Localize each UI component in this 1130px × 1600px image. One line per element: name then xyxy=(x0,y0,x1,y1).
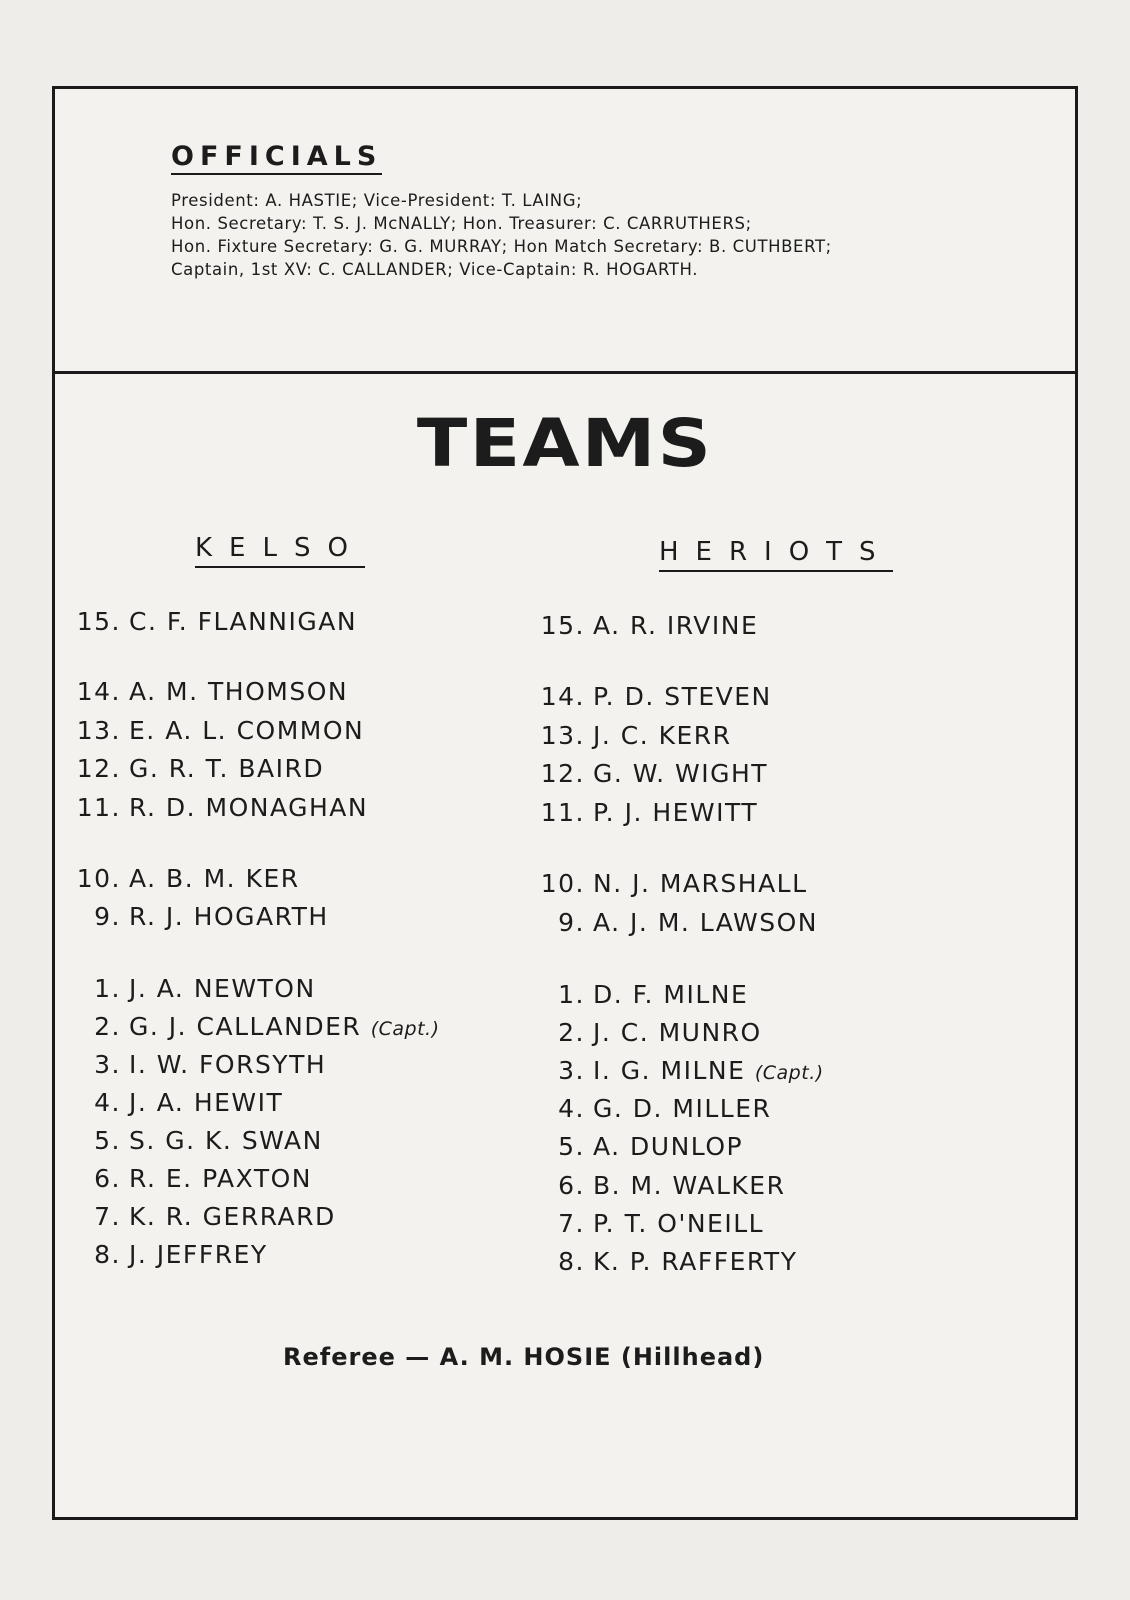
heriots-player-row xyxy=(527,1056,824,1085)
heriots-player-row xyxy=(527,1132,743,1161)
player-name: N. J. MARSHALL xyxy=(593,869,808,898)
player-number: 4. xyxy=(94,1088,121,1117)
heriots-player-row xyxy=(527,721,732,750)
player-name: D. F. MILNE xyxy=(593,980,749,1009)
player-number: 11. xyxy=(76,793,121,822)
player-number: 7. xyxy=(558,1209,585,1238)
player-number: 7. xyxy=(94,1202,121,1231)
heriots-player-row xyxy=(527,980,748,1009)
kelso-player-row xyxy=(63,974,316,1003)
player-name: C. F. FLANNIGAN xyxy=(129,607,358,636)
player-name: A. B. M. KER xyxy=(129,864,300,893)
heriots-player-row xyxy=(527,1247,797,1276)
kelso-player-row xyxy=(63,1050,326,1079)
player-name: I. G. MILNE xyxy=(593,1056,746,1085)
player-number: 10. xyxy=(76,864,121,893)
heriots-player-row xyxy=(527,798,758,827)
heriots-player-row xyxy=(527,908,818,937)
player-name: E. A. L. COMMON xyxy=(129,716,365,745)
officials-line: Captain, 1st XV: C. CALLANDER; Vice-Captain: R. HOGARTH. xyxy=(171,260,699,279)
player-number: 1. xyxy=(558,980,585,1009)
player-name: J. C. MUNRO xyxy=(593,1018,762,1047)
player-number: 4. xyxy=(558,1094,585,1123)
player-number: 3. xyxy=(558,1056,585,1085)
heriots-player-row xyxy=(527,1171,785,1200)
player-name: J. A. HEWIT xyxy=(129,1088,284,1117)
player-number: 12. xyxy=(540,759,585,788)
player-name: S. G. K. SWAN xyxy=(129,1126,323,1155)
captain-marker: (Capt.) xyxy=(370,1018,440,1040)
player-number: 14. xyxy=(540,682,585,711)
captain-marker: (Capt.) xyxy=(754,1062,824,1084)
heriots-player-row xyxy=(527,1209,764,1238)
kelso-team-heading: KELSO xyxy=(195,533,365,568)
kelso-player-row xyxy=(63,1088,283,1117)
player-name: J. A. NEWTON xyxy=(129,974,316,1003)
player-name: A. R. IRVINE xyxy=(593,611,759,640)
kelso-player-row xyxy=(63,1240,268,1269)
player-name: A. DUNLOP xyxy=(593,1132,744,1161)
referee-line: Referee — A. M. HOSIE (Hillhead) xyxy=(283,1343,765,1371)
player-name: G. J. CALLANDER xyxy=(129,1012,362,1041)
heriots-player-row xyxy=(527,682,772,711)
officials-heading: OFFICIALS xyxy=(171,141,382,175)
player-name: A. J. M. LAWSON xyxy=(593,908,818,937)
kelso-player-row xyxy=(63,754,324,783)
kelso-player-row xyxy=(63,864,300,893)
officials-line: President: A. HASTIE; Vice-President: T. LAING; xyxy=(171,191,583,210)
teams-heading: TEAMS xyxy=(416,405,714,482)
player-number: 15. xyxy=(76,607,121,636)
kelso-player-row xyxy=(63,902,329,931)
player-name: I. W. FORSYTH xyxy=(129,1050,327,1079)
player-name: P. T. O'NEILL xyxy=(593,1209,765,1238)
player-number: 5. xyxy=(94,1126,121,1155)
player-number: 1. xyxy=(94,974,121,1003)
player-number: 9. xyxy=(558,908,585,937)
kelso-player-row xyxy=(63,677,348,706)
player-number: 11. xyxy=(540,798,585,827)
player-name: R. E. PAXTON xyxy=(129,1164,312,1193)
player-number: 14. xyxy=(76,677,121,706)
player-name: P. D. STEVEN xyxy=(593,682,772,711)
player-number: 5. xyxy=(558,1132,585,1161)
player-number: 13. xyxy=(76,716,121,745)
player-number: 13. xyxy=(540,721,585,750)
player-number: 6. xyxy=(94,1164,121,1193)
player-name: G. W. WIGHT xyxy=(593,759,769,788)
player-number: 9. xyxy=(94,902,121,931)
player-number: 6. xyxy=(558,1171,585,1200)
kelso-player-row xyxy=(63,716,364,745)
player-number: 8. xyxy=(558,1247,585,1276)
player-number: 8. xyxy=(94,1240,121,1269)
player-name: J. JEFFREY xyxy=(129,1240,268,1269)
player-name: G. R. T. BAIRD xyxy=(129,754,325,783)
player-number: 2. xyxy=(558,1018,585,1047)
kelso-player-row xyxy=(63,793,368,822)
player-number: 15. xyxy=(540,611,585,640)
player-name: J. C. KERR xyxy=(593,721,732,750)
heriots-player-row xyxy=(527,869,808,898)
section-divider xyxy=(55,371,1075,374)
heriots-team-heading: HERIOTS xyxy=(659,537,893,572)
officials-line: Hon. Fixture Secretary: G. G. MURRAY; Hon Match Secretary: B. CUTHBERT; xyxy=(171,237,832,256)
heriots-player-row xyxy=(527,611,758,640)
player-name: R. D. MONAGHAN xyxy=(129,793,369,822)
player-name: P. J. HEWITT xyxy=(593,798,759,827)
player-name: B. M. WALKER xyxy=(593,1171,786,1200)
kelso-player-row xyxy=(63,1012,440,1041)
player-name: K. R. GERRARD xyxy=(129,1202,336,1231)
kelso-player-row xyxy=(63,1164,312,1193)
officials-list xyxy=(171,189,832,281)
player-number: 10. xyxy=(540,869,585,898)
player-name: R. J. HOGARTH xyxy=(129,902,329,931)
player-name: G. D. MILLER xyxy=(593,1094,772,1123)
player-name: A. M. THOMSON xyxy=(129,677,349,706)
heriots-player-row xyxy=(527,1094,771,1123)
kelso-player-row xyxy=(63,1126,323,1155)
player-name: K. P. RAFFERTY xyxy=(593,1247,798,1276)
heriots-player-row xyxy=(527,1018,762,1047)
player-number: 2. xyxy=(94,1012,121,1041)
officials-line: Hon. Secretary: T. S. J. McNALLY; Hon. Treasurer: C. CARRUTHERS; xyxy=(171,214,752,233)
kelso-player-row xyxy=(63,1202,336,1231)
player-number: 3. xyxy=(94,1050,121,1079)
programme-frame xyxy=(52,86,1078,1520)
heriots-player-row xyxy=(527,759,768,788)
player-number: 12. xyxy=(76,754,121,783)
kelso-player-row xyxy=(63,607,357,636)
